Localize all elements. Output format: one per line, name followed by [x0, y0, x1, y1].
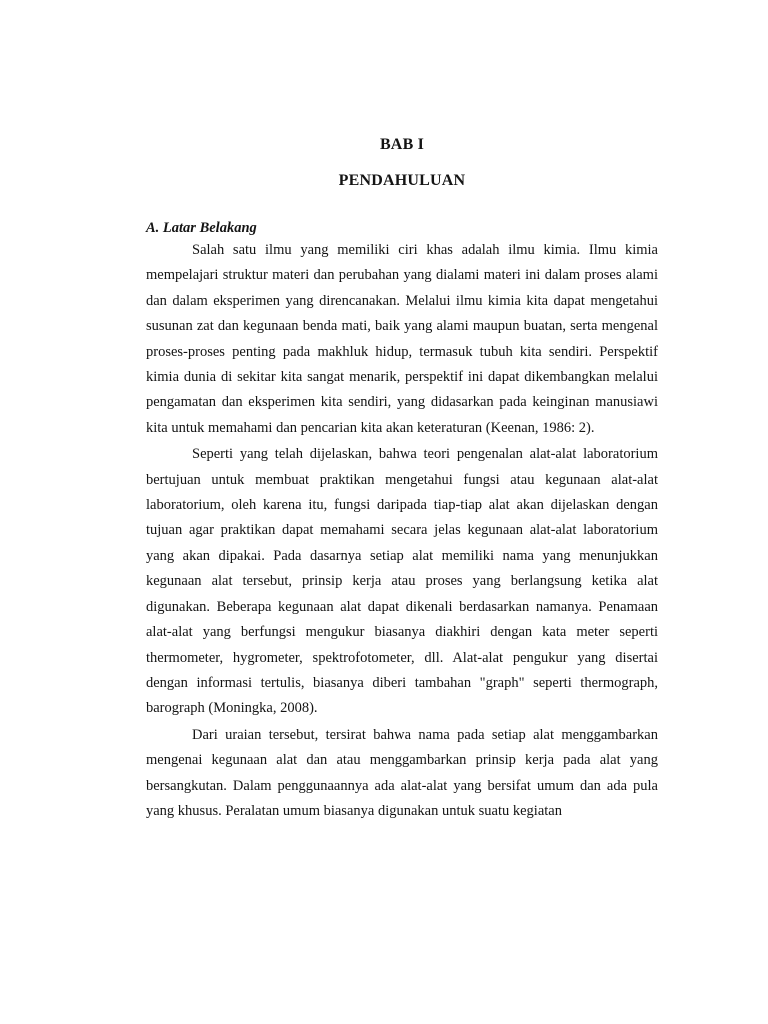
paragraph-1: Salah satu ilmu yang memiliki ciri khas adalah ilmu kimia. Ilmu kimia mempelajari struktur materi dan perubahan yang dialami materi ini dalam proses alami dan dalam eksperimen yang direncanakan. Melalui ilmu kimia kita dapat mengetahui susunan zat dan kegunaan benda mati, baik yang alami maupun buatan, serta mengenal proses-proses penting pada makhluk hidup, termasuk tubuh kita sendiri. Perspektif kimia dunia di sekitar kita sangat menarik, perspektif ini dapat dikembangkan melalui pengamatan dan eksperimen kita sendiri, yang didasarkan pada keinginan manusiawi kita untuk memahami dan pencarian kita akan keteraturan (Keenan, 1986: 2). — [146, 242, 658, 436]
section-heading: A. Latar Belakang — [146, 220, 257, 236]
paragraph-3: Dari uraian tersebut, tersirat bahwa nama pada setiap alat menggambarkan mengenai kegunaan alat dan atau menggambarkan prinsip kerja pada alat yang bersangkutan. Dalam penggunaannya ada alat-alat yang bersifat umum dan ada pula yang khusus. Peralatan umum biasanya digunakan untuk suatu kegiatan — [146, 726, 658, 819]
paragraph-2: Seperti yang telah dijelaskan, bahwa teori pengenalan alat-alat laboratorium bertujuan untuk membuat praktikan mengetahui fungsi atau kegunaan alat-alat laboratorium, oleh karena itu, fungsi daripada tiap-tiap alat akan dijelaskan dengan tujuan agar praktikan dapat memahami secara jelas kegunaan alat-alat laboratorium yang akan dipakai. Pada dasarnya setiap alat memiliki nama yang menunjukkan kegunaan alat tersebut, prinsip kerja atau proses yang berlangsung ketika alat digunakan. Beberapa kegunaan alat dapat dikenali berdasarkan namanya. Penamaan alat-alat yang berfungsi mengukur biasanya diakhiri dengan kata meter seperti thermometer, hygrometer, spektrofotometer, dll. Alat-alat pengukur yang disertai dengan informasi tertulis, biasanya diberi tambahan "graph" seperti thermograph, barograph (Moningka, 2008). — [146, 446, 658, 717]
chapter-title: PENDAHULUAN — [338, 172, 466, 189]
chapter-number: BAB I — [379, 136, 425, 153]
